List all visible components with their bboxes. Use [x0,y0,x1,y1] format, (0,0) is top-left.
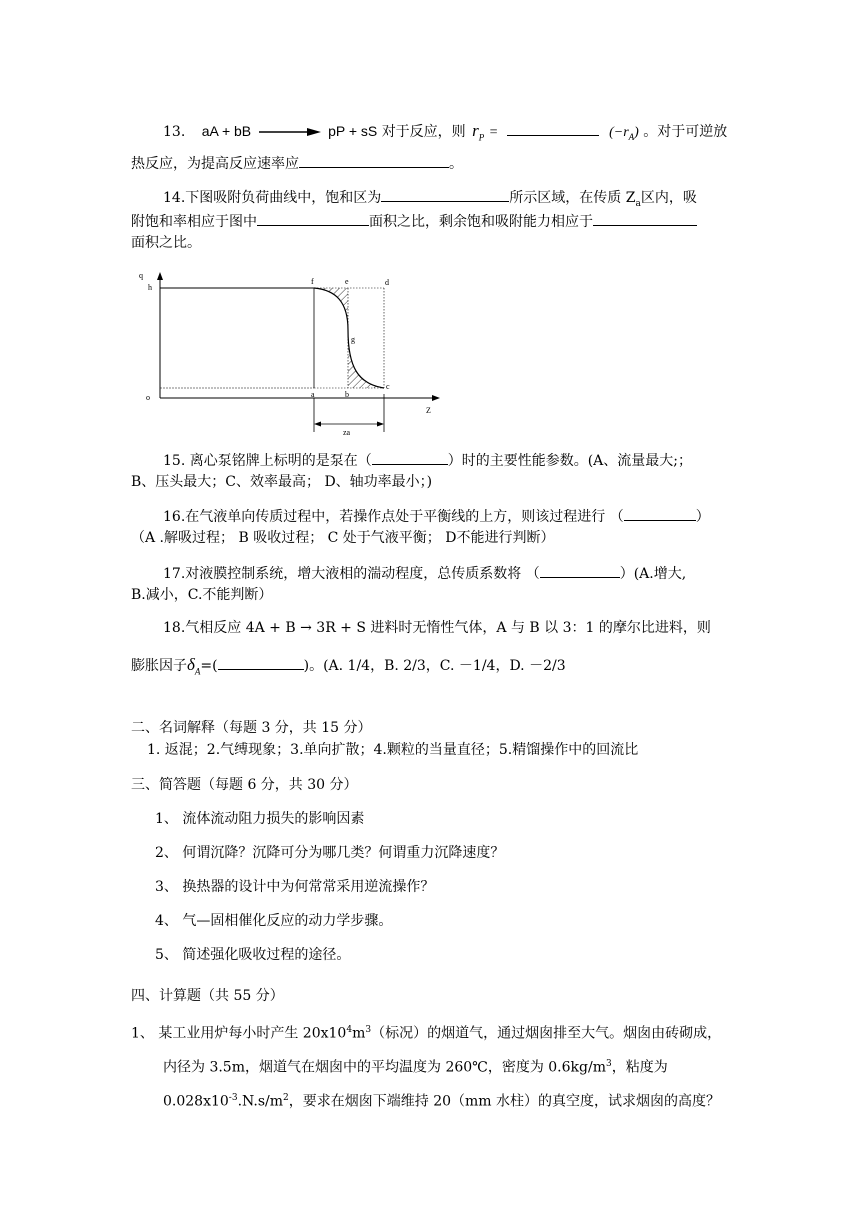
q14-text1a: 14.下图吸附负荷曲线中，饱和区为 [163,190,382,206]
p1-sup1: 4 [346,1025,353,1035]
q13-text4: 。 [449,156,463,172]
x-axis-arrow-icon [432,395,440,401]
y-axis-arrow-icon [157,272,163,280]
q14-line2 [131,210,697,232]
q13-ra-sub: A [628,131,635,142]
section3-item-1: 1、 流体流动阻力损失的影响因素 [155,811,365,827]
q18-delta: δ [187,655,195,674]
p1-text1c: （标况）的烟道气，通过烟囱排至大气。烟囱由砖砌成， [371,1025,722,1042]
q14-blank3[interactable] [593,210,697,226]
label-z: Z [426,406,431,415]
q17-text1a: 17.对液膜控制系统，增大液相的湍动程度，总传质系数将 （ [163,566,540,582]
section4-title: 四、计算题（共 55 分） [131,988,284,1004]
q14-blank1[interactable] [381,186,509,202]
q17-blank[interactable] [540,562,620,578]
label-g: g [351,335,355,344]
q18-delta-sub: A [194,666,201,677]
q16-blank[interactable] [624,505,696,521]
q17-text1b: ）(A.增大, [619,566,687,582]
p1-sup2: 3 [365,1025,372,1035]
q14-text3: 面积之比。 [131,235,201,251]
p1-sup5: 2 [283,1093,289,1103]
label-e: e [345,277,349,286]
q15-text1a: 15. 离心泵铭牌上标明的是泵在（ [163,453,372,469]
section2-items: 1. 返混；2.气缚现象；3.单向扩散；4.颗粒的当量直径；5.精馏操作中的回流比 [147,742,639,758]
q14-text2b: 面积之比，剩余饱和吸附能力相应于 [369,214,593,230]
p1-sup3: 3 [605,1059,612,1069]
q13-blank1[interactable] [507,120,599,136]
q13-blank2[interactable] [299,152,449,168]
label-d: d [385,278,389,287]
label-q: q [139,272,143,280]
za-arrow-right-icon [377,422,384,427]
q13-equation-left: aA + bB [201,123,252,139]
q13-rp-eq: = [488,125,499,140]
q17-line2 [131,585,272,605]
q13-text2: 。对于可逆放 [643,124,728,140]
p1-text3c: ，要求在烟囱下端维持 20（mm 水柱）的真空度，试求烟囱的高度？ [288,1093,721,1110]
q13-line2 [131,152,463,174]
reaction-arrow-icon [259,126,321,138]
p1-text1a: 1、 某工业用炉每小时产生 20x10 [131,1025,347,1042]
section4-problem1-line3 [163,1088,720,1112]
q14-line3 [131,233,201,253]
q15-text1b: ）时的主要性能参数。(A、流量最大;； [447,453,693,469]
q15-line2 [131,472,432,492]
section3-item-5: 5、 简述强化吸收过程的途径。 [155,947,351,963]
q15-line1 [163,449,692,471]
label-f: f [311,277,314,286]
p1-sup4: -3 [228,1093,238,1103]
q13-text3: 热反应，为提高反应速率应 [131,156,299,172]
section4-problem1-line1 [131,1020,721,1044]
section3-item-4: 4、 气—固相催化反应的动力学步骤。 [155,913,393,929]
label-h: h [148,283,152,292]
p1-text2a: 内径为 3.5m，烟道气在烟囱中的平均温度为 260℃，密度为 0.6kg/m [163,1059,606,1076]
adsorption-loading-diagram [136,272,446,440]
q18-text1: 18.气相反应 4A + B → 3R + S 进料时无惰性气体，A 与 B 以 3：1 的摩尔比进料，则 [163,620,711,636]
q16-line2 [131,528,555,548]
q17-line1 [163,562,686,584]
q13-line1 [163,120,727,147]
section3-item-3: 3、 换热器的设计中为何常常采用逆流操作？ [155,879,435,895]
q16-text2: （A .解吸过程； B 吸收过程； C 处于气液平衡； D不能进行判断） [131,530,555,546]
q18-line1 [163,618,711,638]
q13-ra-close: ) [634,125,639,140]
p1-text3a: 0.028x10 [163,1093,229,1110]
label-b: b [345,390,349,399]
q14-text1b: 所示区域，在传质 Z [509,190,636,206]
q13-rp-sub: P [478,132,485,143]
za-arrow-left-icon [314,422,321,427]
q16-line1 [163,505,710,527]
section2-title: 二、名词解释（每题 3 分，共 15 分） [131,720,372,736]
q18-text2b: =( [200,658,218,674]
q14-text2a: 附饱和率相应于图中 [131,214,257,230]
p1-text2b: ，粘度为 [611,1059,668,1076]
q15-text2: B、压头最大；C、效率最高； D、轴功率最小；) [131,474,433,490]
q16-text1b: ） [695,509,710,525]
q15-blank[interactable] [372,449,448,465]
q14-text1b-sub: a [635,198,641,209]
q14-blank2[interactable] [257,210,369,226]
q18-text2a: 膨胀因子 [131,658,187,674]
section4-problem1-line2 [163,1054,668,1078]
q18-line2 [131,654,566,681]
q13-rp: r [472,121,479,140]
label-o: o [146,393,150,402]
p1-text3b: .N.s/m [237,1093,284,1110]
q14-text1c: 区内，吸 [640,190,697,206]
section3-title: 三、简答题（每题 6 分，共 30 分） [131,777,358,793]
q16-text1a: 16.在气液单向传质过程中，若操作点处于平衡线的上方，则该过程进行 （ [163,509,624,525]
q17-text2: B.减小，C.不能判断） [131,587,273,603]
label-za: za [343,428,351,437]
q13-ra: (−r [609,125,629,140]
q13-equation-right: pP + sS [328,123,378,139]
q18-text2c: )。(A. 1/4，B. 2/3，C. －1/4，D. －2/3 [303,658,566,674]
section3-item-2: 2、 何谓沉降？沉降可分为哪几类？何谓重力沉降速度？ [155,845,505,861]
q13-text1: 对于反应，则 [381,124,466,140]
q13-number: 13. [163,124,186,140]
q18-blank[interactable] [218,654,304,670]
label-a: a [311,390,315,399]
p1-text1b: m [352,1025,366,1042]
label-c: c [386,382,390,391]
hatched-region-upper [314,288,348,330]
